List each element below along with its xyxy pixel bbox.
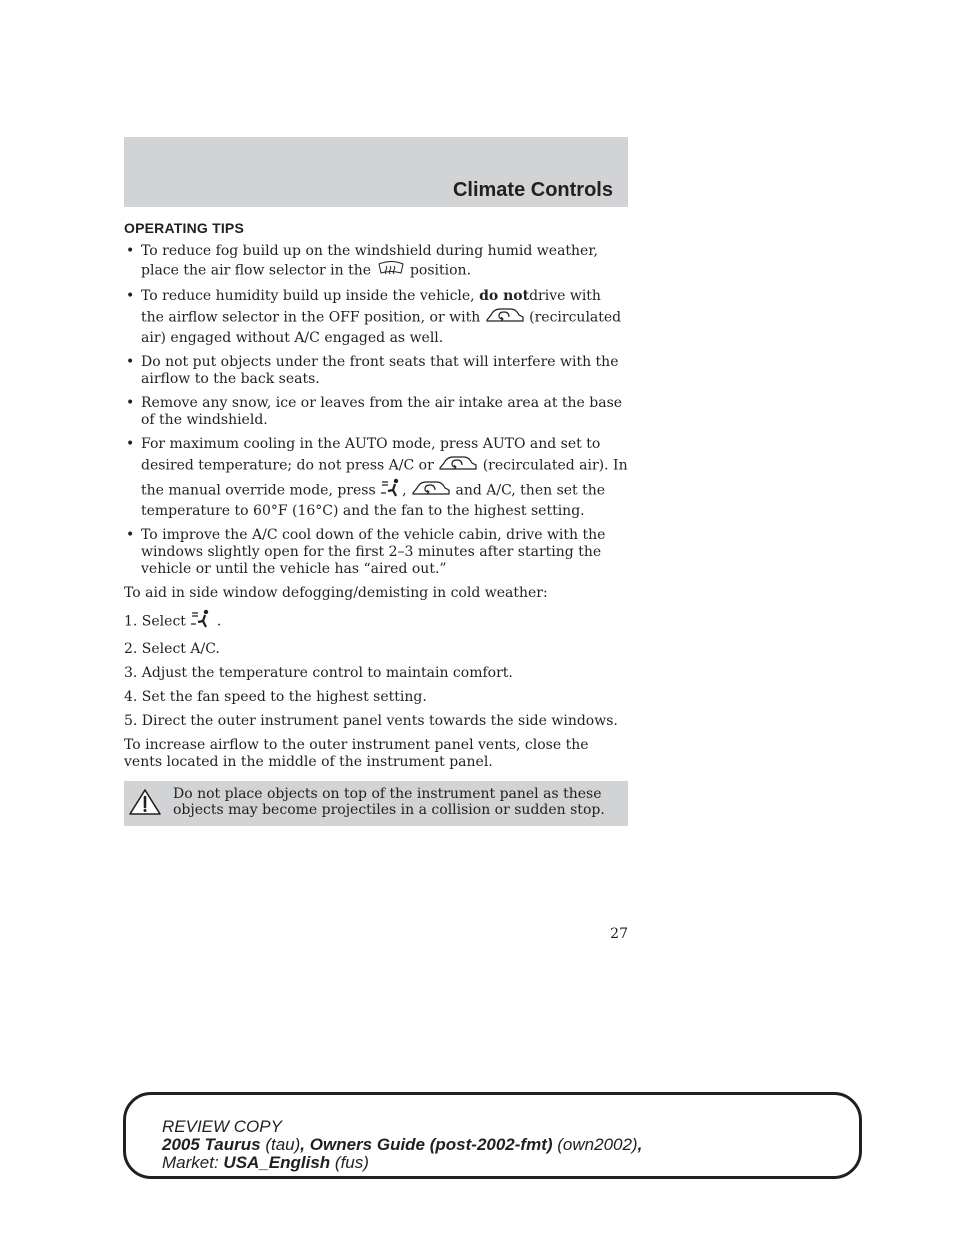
defog-steps (124, 609, 628, 730)
tip-text: Do not put objects under the front seats that will interfere with the airflow to the back seats. (141, 354, 619, 387)
step-text: 1. Select (124, 613, 186, 630)
tip-text: Remove any snow, ice or leaves from the air intake area at the base of the windshield. (141, 395, 623, 428)
footer-text (162, 1118, 642, 1172)
market-line (162, 1154, 642, 1172)
tip-text: To reduce fog build up on the windshield during humid weather, place the air flow selector in the (141, 243, 598, 279)
page-content (124, 220, 628, 826)
tip-text: , (402, 482, 407, 499)
step-item: 2. Select A/C. (124, 641, 220, 657)
tip-text: For maximum cooling in the AUTO mode, press AUTO and set to desired temperature; do not press A/C or (141, 436, 601, 474)
list-item (124, 243, 628, 281)
market-label: Market: (162, 1153, 219, 1172)
tip-text: To improve the A/C cool down of the vehicle cabin, drive with the windows slightly open for the first 2–3 minutes after starting the vehicle or until the vehicle has “aired out.” (141, 527, 606, 577)
guide-line (162, 1136, 642, 1154)
defog-intro: To aid in side window defogging/demisting in cold weather: (124, 585, 548, 601)
airflow-note: To increase airflow to the outer instrument panel vents, close the vents located in the middle of the instrument panel. (124, 737, 589, 770)
step-item: 3. Adjust the temperature control to maintain comfort. (124, 665, 513, 681)
step-item: 5. Direct the outer instrument panel vents towards the side windows. (124, 713, 618, 729)
tip-text: (recirculated air) engaged without A/C engaged as well. (141, 309, 622, 346)
list-item (124, 354, 628, 388)
list-item (124, 527, 628, 578)
step-item (124, 609, 628, 634)
separator: , (637, 1135, 643, 1154)
recirculation-icon (411, 478, 451, 503)
guide-code: (own2002) (557, 1135, 638, 1154)
tip-text: (recirculated air). In the manual override mode, press (141, 457, 628, 499)
review-label: REVIEW COPY (162, 1117, 282, 1136)
guide-name: Owners Guide (post-2002-fmt) (309, 1135, 553, 1154)
tip-text: and A/C, then set the temperature to 60°F (16°C) and the fan to the highest setting. (141, 482, 606, 519)
recirculation-icon (438, 453, 478, 478)
list-item (124, 395, 628, 429)
tip-emphasis: do not (479, 288, 530, 304)
separator: , (300, 1135, 306, 1154)
model-name: 2005 Taurus (162, 1135, 261, 1154)
warning-box (124, 781, 628, 826)
market-name: USA_English (223, 1153, 331, 1172)
page-number: 27 (610, 926, 628, 942)
panel-vent-icon (380, 478, 402, 503)
warning-triangle-icon (128, 788, 162, 820)
market-code: (fus) (334, 1153, 369, 1172)
step-item: 4. Set the fan speed to the highest setting. (124, 689, 427, 705)
tip-text: To reduce humidity build up inside the vehicle, (141, 288, 475, 304)
section-heading: OPERATING TIPS (124, 220, 244, 236)
page-title: Climate Controls (452, 179, 613, 201)
warning-text: Do not place objects on top of the instrument panel as these objects may become projectiles in a collision or sudden stop. (173, 786, 605, 818)
list-item (124, 288, 628, 347)
tip-text: drive with the airflow selector in the OFF position, or with (141, 288, 601, 326)
tip-text: position. (409, 262, 472, 279)
section-header-bar (124, 137, 628, 207)
defrost-icon (376, 260, 406, 281)
panel-vent-icon (190, 609, 212, 634)
review-copy-label (162, 1118, 642, 1136)
step-text: . (216, 613, 222, 630)
model-code: (tau) (265, 1135, 301, 1154)
recirculation-icon (485, 305, 525, 330)
tips-list (124, 243, 628, 578)
list-item (124, 436, 628, 520)
